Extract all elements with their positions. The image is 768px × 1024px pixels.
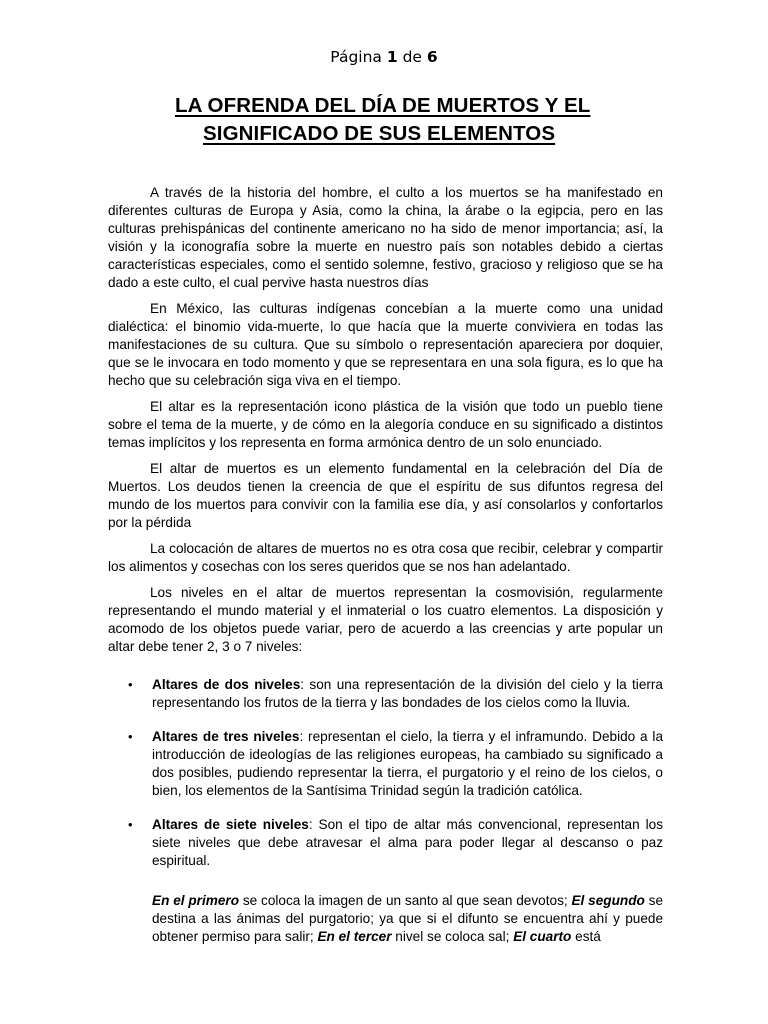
list-item-term: Altares de tres niveles	[152, 729, 300, 744]
level-term: El segundo	[571, 893, 645, 908]
level-term: En el tercer	[317, 929, 392, 944]
bullet-icon: •	[128, 817, 133, 832]
title-line-2-text: SIGNIFICADO DE SUS ELEMENTOS	[203, 122, 556, 145]
paragraph: Los niveles en el altar de muertos representan la cosmovisión, regularmente representando el mundo material y el inmaterial o los cuatro elementos. La disposición y acomodo de los objetos puede variar, pero de acuerdo a las creencias y arte popular un altar debe tener 2, 3 o 7 niveles:	[108, 585, 663, 654]
level-term: En el primero	[152, 893, 239, 908]
list-item-term: Altares de dos niveles	[152, 677, 301, 692]
list-item	[108, 676, 663, 712]
title-line-2	[175, 120, 655, 148]
title-line-1-text: LA OFRENDA DEL DÍA DE MUERTOS Y EL	[175, 94, 591, 117]
altar-levels-list	[108, 676, 663, 870]
total-pages: 6	[426, 48, 438, 66]
list-item-term: Altares de siete niveles	[152, 817, 309, 832]
level-text: nivel se coloca sal;	[391, 929, 514, 944]
paragraph: La colocación de altares de muertos no es otra cosa que recibir, celebrar y compartir los alimentos y cosechas con los seres queridos que se nos han adelantado.	[108, 541, 663, 574]
list-item	[108, 816, 663, 870]
list-item-text: : son una representación de la división del cielo y la tierra representando los frutos de la tierra y las bondades de los cielos como la lluvia.	[152, 677, 663, 710]
list-item-text: : representan el cielo, la tierra y el inframundo. Debido a la introducción de ideologías de las religiones europeas, ha cambiado su significado a dos posibles, pudiendo representar la tierra, el purgatorio y el reino de los cielos, o bien, los elementos de la Santísima Trinidad según la tradición católica.	[152, 729, 663, 798]
page-label: Página	[330, 48, 382, 66]
level-text: se coloca la imagen de un santo al que sean devotos;	[239, 893, 572, 908]
document-body	[108, 184, 663, 946]
document-title	[175, 92, 655, 148]
level-text: está	[571, 929, 601, 944]
list-item-text: : Son el tipo de altar más convencional, representan los siete niveles que debe atravesar el alma para poder llegar al descanso o paz espiritual.	[152, 817, 663, 868]
paragraph: A través de la historia del hombre, el culto a los muertos se ha manifestado en diferentes culturas de Europa y Asia, como la china, la árabe o la egipcia, pero en las culturas prehispánicas del continente americano no ha sido de menor importancia; así, la visión y la iconografía sobre la muerte en nuestro país son notables debido a ciertas características especiales, como el sentido solemne, festivo, gracioso y religioso que se ha dado a este culto, el cual pervive hasta nuestros días	[108, 185, 663, 290]
level-term: El cuarto	[513, 929, 572, 944]
list-item	[108, 728, 663, 800]
level-text: se destina a las ánimas del purgatorio; ya que si el difunto se encuentra ahí y puede obtener permiso para salir;	[152, 893, 664, 944]
bullet-icon: •	[128, 677, 133, 692]
page-of: de	[402, 48, 422, 66]
title-line-1	[175, 92, 655, 120]
paragraph: El altar es la representación icono plástica de la visión que todo un pueblo tiene sobre el tema de la muerte, y de cómo en la alegoría conduce en su significado a distintos temas implícitos y los representa en forma armónica dentro de un solo enunciado.	[108, 399, 663, 450]
bullet-icon: •	[128, 729, 133, 744]
seven-levels-description	[152, 892, 663, 946]
paragraph: En México, las culturas indígenas concebían a la muerte como una unidad dialéctica: el binomio vida-muerte, lo que hacía que la muerte conviviera en todas las manifestaciones de su cultura. Que su símbolo o representación apareciera por doquier, que se le invocara en todo momento y que se representara en una sola figura, es lo que ha hecho que su celebración siga viva en el tiempo.	[108, 301, 663, 388]
page-number	[0, 48, 768, 66]
paragraph: El altar de muertos es un elemento fundamental en la celebración del Día de Muertos. Los deudos tienen la creencia de que el espíritu de sus difuntos regresa del mundo de los muertos para convivir con la familia ese día, y así consolarlos y confortarlos por la pérdida	[108, 461, 663, 530]
current-page: 1	[386, 48, 398, 66]
